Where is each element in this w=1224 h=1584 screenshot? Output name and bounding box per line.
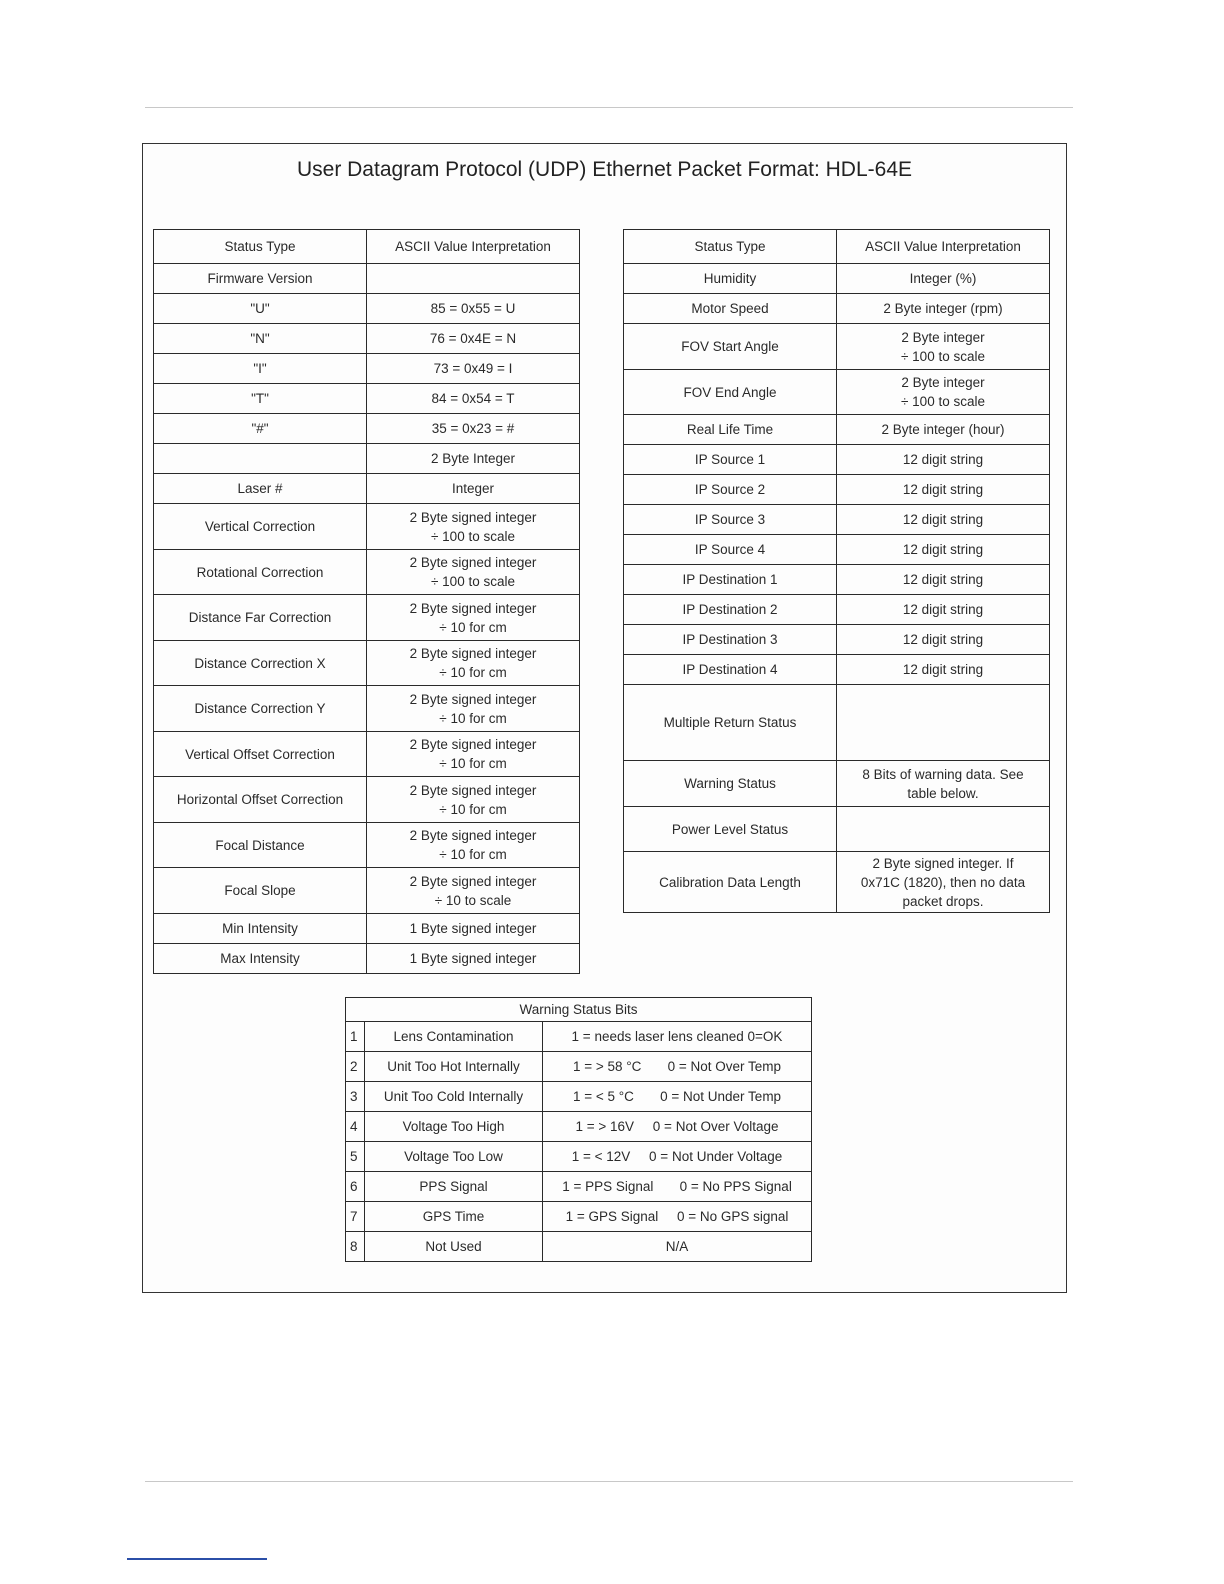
status-type: Real Life Time xyxy=(624,415,837,445)
status-value: 2 Byte integer (rpm) xyxy=(837,294,1050,324)
bit-description: 1 = > 58 °C 0 = Not Over Temp xyxy=(543,1052,812,1082)
status-type: IP Source 2 xyxy=(624,475,837,505)
status-value xyxy=(837,685,1050,761)
status-value: 12 digit string xyxy=(837,595,1050,625)
status-value: 12 digit string xyxy=(837,655,1050,685)
status-type: Firmware Version xyxy=(154,264,367,294)
status-type: Max Intensity xyxy=(154,944,367,974)
bit-number: 8 xyxy=(346,1232,365,1262)
status-type: Warning Status xyxy=(624,761,837,807)
status-type xyxy=(154,444,367,474)
column-header: ASCII Value Interpretation xyxy=(837,230,1050,264)
bit-description: 1 = needs laser lens cleaned 0=OK xyxy=(543,1022,812,1052)
status-value: 2 Byte signed integer ÷ 10 for cm xyxy=(367,823,580,868)
bit-description: 1 = > 16V 0 = Not Over Voltage xyxy=(543,1112,812,1142)
bit-name: GPS Time xyxy=(365,1202,543,1232)
status-value: 2 Byte signed integer ÷ 10 for cm xyxy=(367,641,580,686)
status-type: Focal Slope xyxy=(154,868,367,914)
bit-description: N/A xyxy=(543,1232,812,1262)
bit-number: 7 xyxy=(346,1202,365,1232)
status-value: 12 digit string xyxy=(837,535,1050,565)
left-status-table xyxy=(153,229,580,974)
column-header: Status Type xyxy=(624,230,837,264)
status-value: 2 Byte integer ÷ 100 to scale xyxy=(837,370,1050,415)
status-value: 12 digit string xyxy=(837,565,1050,595)
status-value: 2 Byte signed integer ÷ 100 to scale xyxy=(367,550,580,595)
status-type: "I" xyxy=(154,354,367,384)
status-type: Calibration Data Length xyxy=(624,852,837,913)
bit-name: Not Used xyxy=(365,1232,543,1262)
status-type: FOV End Angle xyxy=(624,370,837,415)
footer-rule xyxy=(145,1481,1073,1482)
status-type: Power Level Status xyxy=(624,807,837,852)
bit-number: 2 xyxy=(346,1052,365,1082)
bit-number: 4 xyxy=(346,1112,365,1142)
bit-number: 3 xyxy=(346,1082,365,1112)
status-value xyxy=(837,807,1050,852)
status-value: Integer (%) xyxy=(837,264,1050,294)
bit-name: Unit Too Cold Internally xyxy=(365,1082,543,1112)
status-type: IP Destination 4 xyxy=(624,655,837,685)
status-value: 76 = 0x4E = N xyxy=(367,324,580,354)
status-type: Motor Speed xyxy=(624,294,837,324)
status-value: 73 = 0x49 = I xyxy=(367,354,580,384)
status-type: Vertical Offset Correction xyxy=(154,732,367,777)
status-type: Humidity xyxy=(624,264,837,294)
status-value: 2 Byte signed integer ÷ 100 to scale xyxy=(367,504,580,550)
status-value: 84 = 0x54 = T xyxy=(367,384,580,414)
right-status-table xyxy=(623,229,1050,913)
status-type: Horizontal Offset Correction xyxy=(154,777,367,823)
warning-status-bits-table xyxy=(345,997,812,1262)
status-value: 85 = 0x55 = U xyxy=(367,294,580,324)
status-type: Rotational Correction xyxy=(154,550,367,595)
column-header: Status Type xyxy=(154,230,367,264)
status-value: 12 digit string xyxy=(837,475,1050,505)
status-type: IP Destination 2 xyxy=(624,595,837,625)
bit-description: 1 = PPS Signal 0 = No PPS Signal xyxy=(543,1172,812,1202)
column-header: ASCII Value Interpretation xyxy=(367,230,580,264)
status-type: Vertical Correction xyxy=(154,504,367,550)
status-value: 2 Byte signed integer ÷ 10 to scale xyxy=(367,868,580,914)
status-type: Distance Far Correction xyxy=(154,595,367,641)
status-type: IP Source 1 xyxy=(624,445,837,475)
status-type: Multiple Return Status xyxy=(624,685,837,761)
bit-name: Voltage Too Low xyxy=(365,1142,543,1172)
status-value: 2 Byte signed integer ÷ 10 for cm xyxy=(367,686,580,732)
status-value: 2 Byte Integer xyxy=(367,444,580,474)
bit-number: 6 xyxy=(346,1172,365,1202)
status-type: Min Intensity xyxy=(154,914,367,944)
status-value: 2 Byte signed integer ÷ 10 for cm xyxy=(367,732,580,777)
status-value: 2 Byte integer (hour) xyxy=(837,415,1050,445)
bit-number: 1 xyxy=(346,1022,365,1052)
bit-description: 1 = < 12V 0 = Not Under Voltage xyxy=(543,1142,812,1172)
status-value xyxy=(367,264,580,294)
bit-number: 5 xyxy=(346,1142,365,1172)
status-type: IP Destination 3 xyxy=(624,625,837,655)
status-type: IP Source 3 xyxy=(624,505,837,535)
status-type: Laser # xyxy=(154,474,367,504)
status-value: 2 Byte integer ÷ 100 to scale xyxy=(837,324,1050,370)
bit-name: Lens Contamination xyxy=(365,1022,543,1052)
bit-name: PPS Signal xyxy=(365,1172,543,1202)
bit-name: Voltage Too High xyxy=(365,1112,543,1142)
status-type: "#" xyxy=(154,414,367,444)
status-value: 12 digit string xyxy=(837,625,1050,655)
status-value: 2 Byte signed integer. If 0x71C (1820), then no data packet drops. xyxy=(837,852,1050,913)
status-value: 8 Bits of warning data. See table below. xyxy=(837,761,1050,807)
status-type: Distance Correction Y xyxy=(154,686,367,732)
status-type: FOV Start Angle xyxy=(624,324,837,370)
status-value: 1 Byte signed integer xyxy=(367,944,580,974)
status-value: 2 Byte signed integer ÷ 10 for cm xyxy=(367,777,580,823)
status-type: IP Destination 1 xyxy=(624,565,837,595)
status-value: 35 = 0x23 = # xyxy=(367,414,580,444)
status-type: "N" xyxy=(154,324,367,354)
header-rule xyxy=(145,107,1073,108)
warning-table-title: Warning Status Bits xyxy=(346,998,812,1022)
bit-description: 1 = < 5 °C 0 = Not Under Temp xyxy=(543,1082,812,1112)
status-type: Focal Distance xyxy=(154,823,367,868)
status-value: 12 digit string xyxy=(837,505,1050,535)
footer-link-underline xyxy=(127,1558,267,1560)
status-type: "U" xyxy=(154,294,367,324)
status-type: IP Source 4 xyxy=(624,535,837,565)
status-value: 12 digit string xyxy=(837,445,1050,475)
status-value: Integer xyxy=(367,474,580,504)
page-title: User Datagram Protocol (UDP) Ethernet Packet Format: HDL-64E xyxy=(296,158,913,181)
bit-description: 1 = GPS Signal 0 = No GPS signal xyxy=(543,1202,812,1232)
status-type: "T" xyxy=(154,384,367,414)
status-value: 1 Byte signed integer xyxy=(367,914,580,944)
bit-name: Unit Too Hot Internally xyxy=(365,1052,543,1082)
status-type: Distance Correction X xyxy=(154,641,367,686)
status-value: 2 Byte signed integer ÷ 10 for cm xyxy=(367,595,580,641)
